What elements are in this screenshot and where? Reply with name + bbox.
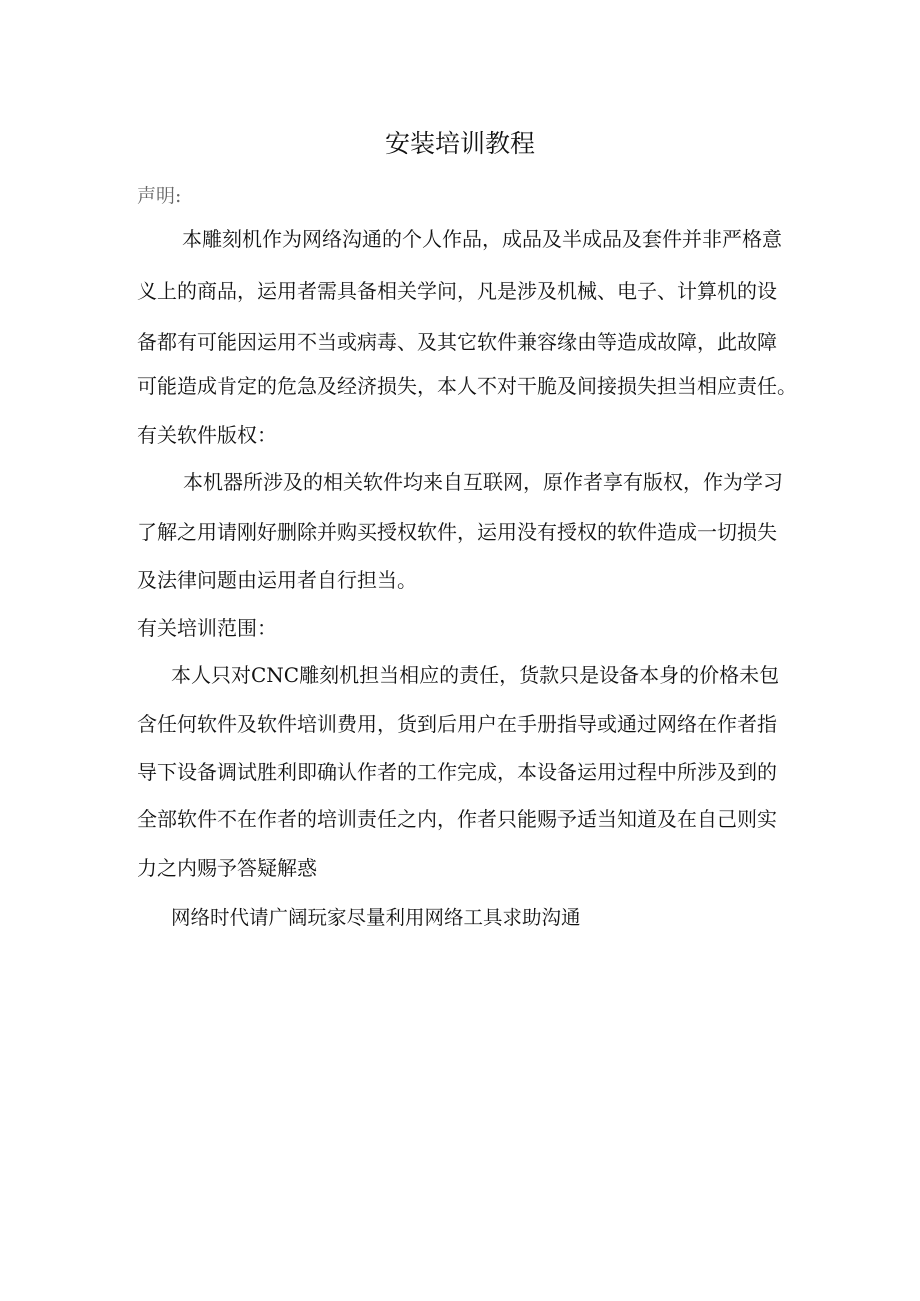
paragraph-3-line-3: 导下设备调试胜利即确认作者的工作完成，本设备运用过程中所涉及到的 bbox=[137, 760, 777, 784]
document-title: 安装培训教程 bbox=[384, 129, 535, 158]
paragraph-3-line-4: 全部软件不在作者的培训责任之内，作者只能赐予适当知道及在自己则实 bbox=[137, 807, 777, 831]
closing-line: 网络时代请广阔玩家尽量利用网络工具求助沟通 bbox=[171, 906, 581, 929]
training-scope-heading: 有关培训范围： bbox=[137, 616, 277, 640]
paragraph-3-line-1: 本人只对CNC雕刻机担当相应的责任，货款只是设备本身的价格未包 bbox=[171, 663, 780, 687]
paragraph-2-line-1: 本机器所涉及的相关软件均来自互联网，原作者享有版权，作为学习 bbox=[183, 470, 783, 494]
paragraph-2-line-2: 了解之用请刚好删除并购买授权软件，运用没有授权的软件造成一切损失 bbox=[137, 520, 777, 544]
paragraph-1-line-2: 义上的商品，运用者需具备相关学问，凡是涉及机械、电子、计算机的设 bbox=[137, 279, 777, 303]
paragraph-1-line-1: 本雕刻机作为网络沟通的个人作品，成品及半成品及套件并非严格意 bbox=[182, 227, 782, 251]
paragraph-1-line-3: 备都有可能因运用不当或病毒、及其它软件兼容缘由等造成故障，此故障 bbox=[137, 330, 777, 354]
paragraph-3-line-2: 含任何软件及软件培训费用，货到后用户在手册指导或通过网络在作者指 bbox=[137, 712, 777, 736]
declaration-label: 声明: bbox=[137, 185, 182, 207]
paragraph-1-line-4: 可能造成肯定的危急及经济损失，本人不对干脆及间接损失担当相应责任。 bbox=[137, 374, 797, 398]
paragraph-2-line-3: 及法律问题由运用者自行担当。 bbox=[137, 568, 417, 592]
software-copyright-heading: 有关软件版权： bbox=[137, 423, 277, 447]
paragraph-3-line-5: 力之内赐予答疑解惑 bbox=[137, 856, 317, 880]
